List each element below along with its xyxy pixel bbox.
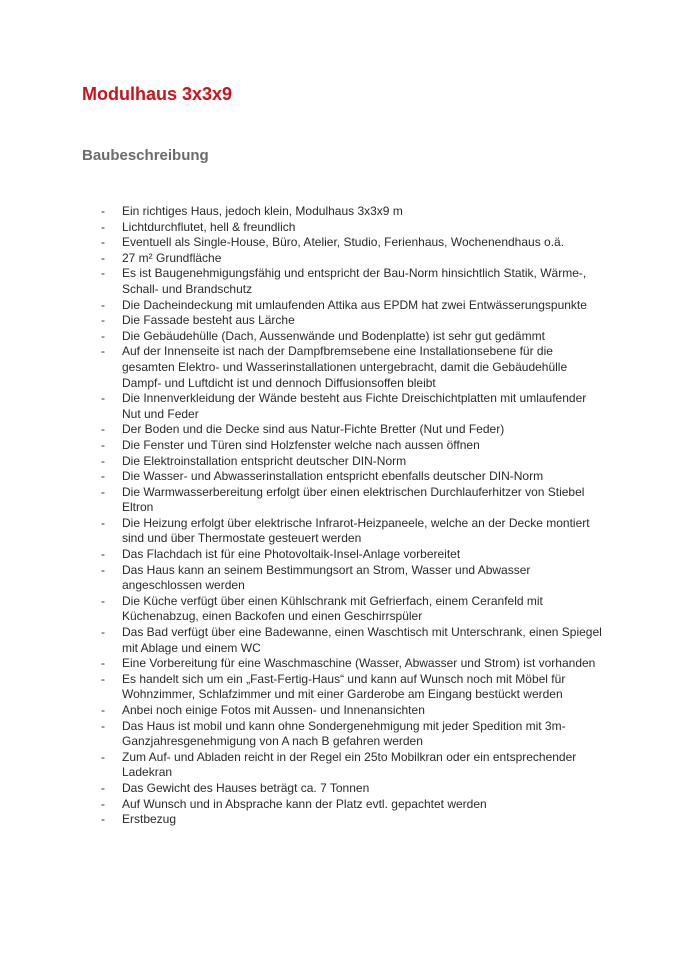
bullet-dash: - (101, 422, 105, 437)
list-item-text: Das Bad verfügt über eine Badewanne, einen Waschtisch mit Unterschrank, einen Spiegel mit Ablage und einem WC (122, 625, 602, 655)
list-item (0, 235, 604, 251)
list-item-text: Auf Wunsch und in Absprache kann der Platz evtl. gepachtet werden (122, 796, 487, 811)
list-item (0, 266, 604, 297)
list-item (0, 672, 604, 703)
list-item (0, 485, 604, 516)
list-item-text: Die Innenverkleidung der Wände besteht aus Fichte Dreischichtplatten mit umlaufender Nut und Feder (122, 391, 587, 421)
list-item-text: Die Wasser- und Abwasserinstallation entspricht ebenfalls deutscher DIN-Norm (122, 469, 544, 484)
list-item (0, 719, 604, 750)
list-item (0, 344, 604, 391)
list-item (0, 438, 604, 454)
list-item (0, 563, 604, 594)
bullet-dash: - (101, 547, 105, 562)
list-item (0, 251, 604, 267)
list-item (0, 422, 604, 438)
bullet-dash: - (101, 796, 105, 811)
list-item-text: Lichtdurchflutet, hell & freundlich (122, 219, 296, 234)
bullet-dash: - (101, 593, 105, 608)
list-item (0, 797, 604, 813)
list-item-text: Die Küche verfügt über einen Kühlschrank mit Gefrierfach, einem Ceranfeld mit Küchenabzug, einen Backofen und einen Geschirrspüler (122, 593, 543, 624)
bullet-dash: - (101, 749, 105, 764)
list-item-text: Eventuell als Single-House, Büro, Atelier, Studio, Ferienhaus, Wochenendhaus o.ä. (122, 235, 565, 250)
list-item (0, 750, 604, 781)
bullet-dash: - (101, 219, 105, 234)
bullet-dash: - (101, 625, 105, 640)
list-item (0, 594, 604, 625)
list-item (0, 454, 604, 470)
list-item (0, 391, 604, 422)
bullet-dash: - (101, 266, 105, 281)
list-item-text: Die Warmwasserbereitung erfolgt über einen elektrischen Durchlauferhitzer von Stiebel Eltron (122, 484, 585, 515)
bullet-dash: - (101, 718, 105, 733)
bullet-dash: - (101, 204, 105, 218)
list-item-text: Die Elektroinstallation entspricht deutscher DIN-Norm (122, 453, 407, 468)
list-item-text: 27 m² Grundfläche (122, 250, 222, 265)
bullet-dash: - (101, 515, 105, 530)
bullet-dash: - (101, 671, 105, 686)
list-item-text: Zum Auf- und Abladen reicht in der Regel ein 25to Mobilkran oder ein entsprechender Ladekran (122, 749, 577, 780)
document-title: Modulhaus 3x3x9 (82, 84, 233, 104)
list-item (0, 220, 604, 236)
bullet-dash: - (101, 235, 105, 250)
bullet-dash: - (101, 344, 105, 359)
list-item (0, 313, 604, 329)
list-item (0, 298, 604, 314)
list-item-text: Das Flachdach ist für eine Photovoltaik-Insel-Anlage vorbereitet (122, 547, 461, 562)
list-item (0, 204, 604, 220)
list-item-text: Die Heizung erfolgt über elektrische Infrarot-Heizpaneele, welche an der Decke montiert sind und über Thermostate gesteuert werden (122, 515, 590, 546)
list-item-text: Die Dacheindeckung mit umlaufenden Attika aus EPDM hat zwei Entwässerungspunkte (122, 297, 587, 312)
list-item-text: Auf der Innenseite ist nach der Dampfbremsebene eine Installationsebene für die gesamten Elektro- und Wasserinstallationen untergebracht, damit die Gebäudehülle Dampf- und Luftdicht ist und dennoch Diffusionsoffen bleibt (122, 344, 568, 390)
list-item-text: Es handelt sich um ein „Fast-Fertig-Haus“ und kann auf Wunsch noch mit Möbel für Wohnzimmer, Schlafzimmer und mit einer Garderobe am Eingang bestückt werden (122, 671, 566, 702)
list-item-text: Das Haus ist mobil und kann ohne Sondergenehmigung mit jeder Spedition mit 3m-Ganzjahresgenehmigung von A nach B gefahren werden (122, 718, 566, 749)
list-item (0, 329, 604, 345)
list-item (0, 625, 604, 656)
bullet-dash: - (101, 391, 105, 406)
bullet-dash: - (101, 437, 105, 452)
bullet-dash: - (101, 703, 105, 717)
list-item-text: Das Haus kann an seinem Bestimmungsort an Strom, Wasser und Abwasser angeschlossen werden (122, 562, 531, 593)
bullet-dash: - (101, 328, 105, 343)
list-item (0, 703, 604, 719)
list-item-text: Anbei noch einige Fotos mit Aussen- und Innenansichten (122, 703, 425, 717)
bullet-dash: - (101, 562, 105, 577)
list-item-text: Ein richtiges Haus, jedoch klein, Modulhaus 3x3x9 m (122, 204, 403, 218)
list-item (0, 781, 604, 797)
list-item-text: Erstbezug (122, 812, 177, 827)
list-item-text: Die Fenster und Türen sind Holzfenster welche nach aussen öffnen (122, 437, 480, 452)
list-item-text: Die Gebäudehülle (Dach, Aussenwände und Bodenplatte) ist sehr gut gedämmt (122, 328, 545, 343)
bullet-dash: - (101, 297, 105, 312)
bullet-dash: - (101, 313, 105, 328)
section-heading: Baubeschreibung (82, 147, 209, 164)
bullet-dash: - (101, 484, 105, 499)
list-item (0, 812, 604, 828)
list-item (0, 656, 604, 672)
list-item-text: Die Fassade besteht aus Lärche (122, 313, 295, 328)
list-item (0, 516, 604, 547)
bullet-dash: - (101, 656, 105, 671)
list-item-text: Es ist Baugenehmigungsfähig und entspricht der Bau-Norm hinsichtlich Statik, Wärme-, Schall- und Brandschutz (122, 266, 587, 296)
list-item (0, 547, 604, 563)
list-item (0, 469, 604, 485)
list-item-text: Eine Vorbereitung für eine Waschmaschine (Wasser, Abwasser und Strom) ist vorhanden (122, 656, 596, 671)
bullet-dash: - (101, 250, 105, 265)
list-item-text: Der Boden und die Decke sind aus Natur-Fichte Bretter (Nut und Feder) (122, 422, 505, 437)
bullet-dash: - (101, 812, 105, 827)
list-item-text: Das Gewicht des Hauses beträgt ca. 7 Tonnen (122, 780, 370, 795)
feature-list (0, 204, 604, 828)
bullet-dash: - (101, 469, 105, 484)
bullet-dash: - (101, 453, 105, 468)
bullet-dash: - (101, 780, 105, 795)
